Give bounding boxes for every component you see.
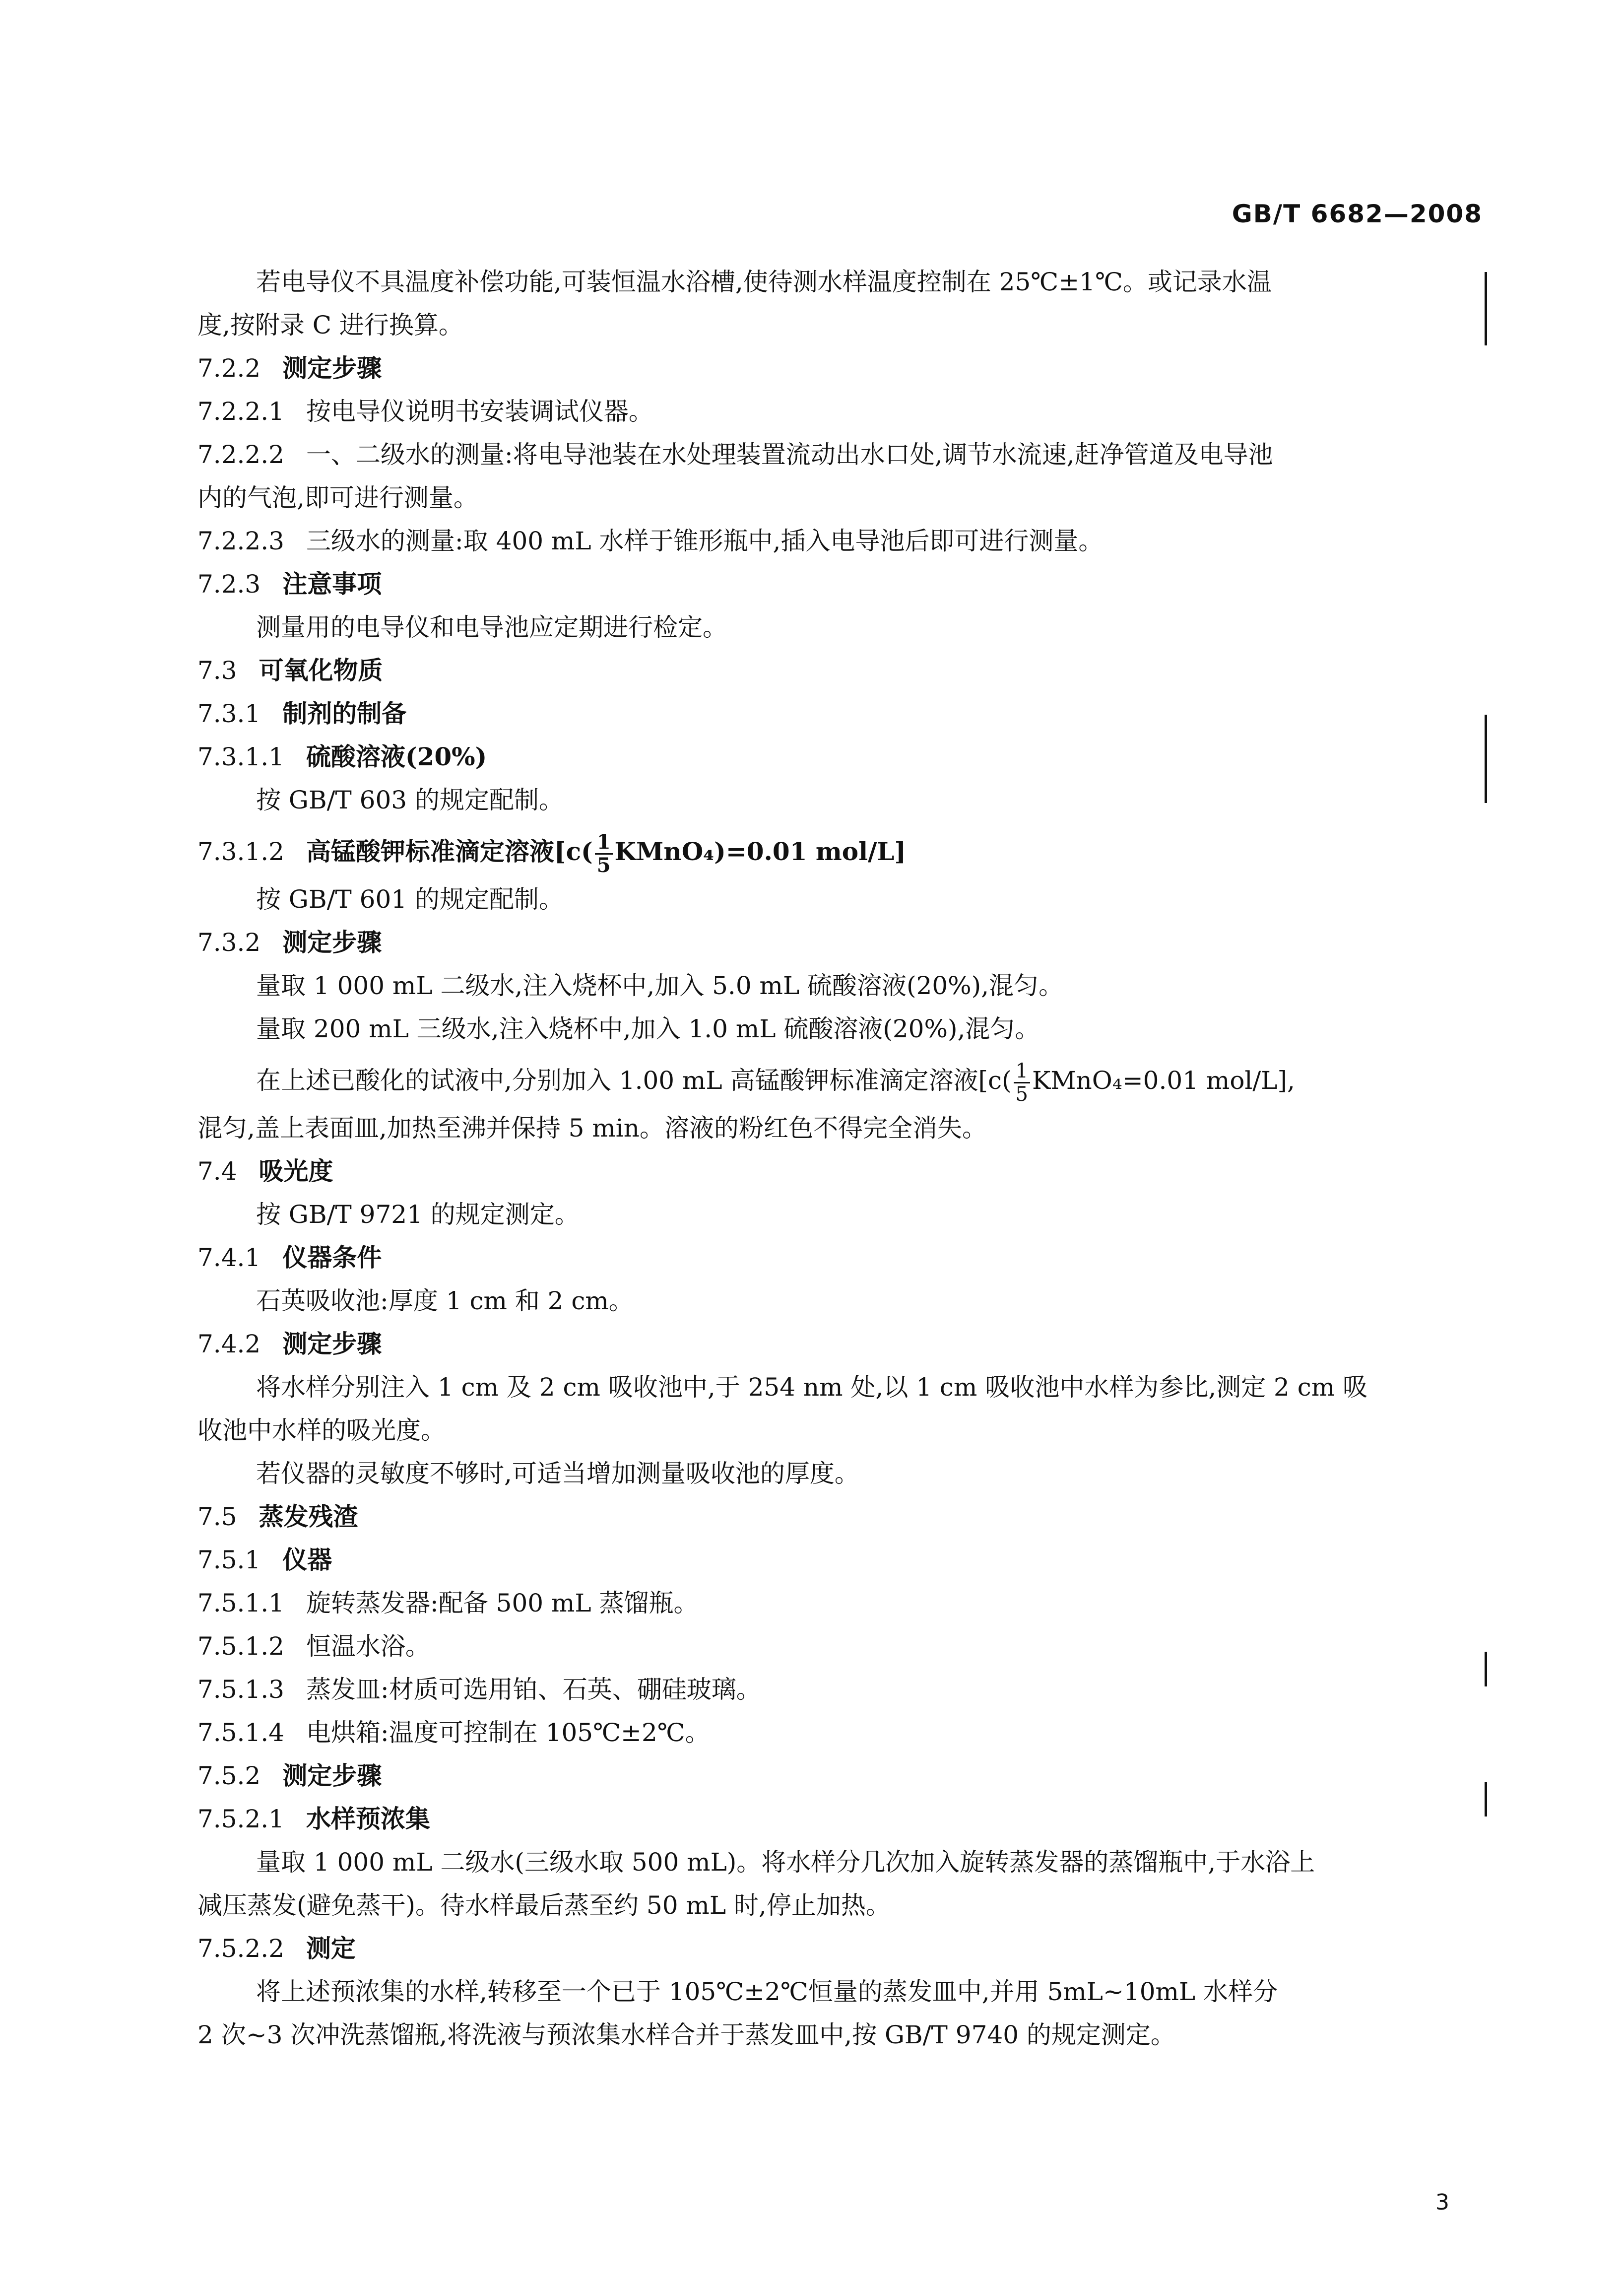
section-title: 测定步骤 (282, 928, 382, 957)
section-title: 硫酸溶液(20%) (306, 742, 487, 771)
paragraph-line: 在上述已酸化的试液中,分别加入 1.00 mL 高锰酸钾标准滴定溶液[c( $\frac{1}{5}$ KMnO₄=0.01 mol/L], (256, 1059, 1295, 1106)
section-number: 7.4 (197, 1157, 237, 1186)
clause-number: 7.5.1.1 (197, 1589, 284, 1617)
clause-line: 7.5.1.2 恒温水浴。 (197, 1627, 1468, 1671)
clause-line: 7.5.1.3 蒸发皿:材质可选用铂、石英、硼硅玻璃。 (197, 1671, 1468, 1714)
paragraph-line: 将上述预浓集的水样,转移至一个已于 105℃±2℃恒量的蒸发皿中,并用 5mL~10mL 水样分 (256, 1977, 1278, 2006)
paragraph-line: 收池中水样的吸光度。 (197, 1416, 446, 1445)
section-number: 7.2.2 (197, 354, 261, 383)
paragraph-line: 度,按附录 C 进行换算。 (197, 311, 463, 339)
section-title: 测定 (306, 1934, 356, 1963)
change-bar (1485, 272, 1487, 345)
clause-number: 7.2.2.2 (197, 440, 284, 469)
paragraph-line: 混匀,盖上表面皿,加热至沸并保持 5 min。溶液的粉红色不得完全消失。 (197, 1114, 987, 1143)
section-heading (197, 1498, 1468, 1541)
fraction: $\frac{1}{5}$ (595, 831, 613, 876)
section-heading (197, 565, 1468, 608)
page-number: 3 (1435, 2190, 1449, 2215)
section-heading (197, 1930, 1468, 1973)
clause-line: 7.2.2.3 三级水的测量:取 400 mL 水样于锥形瓶中,插入电导池后即可进行测量。 (197, 522, 1468, 565)
section-heading (197, 1325, 1468, 1368)
section-title: 水样预浓集 (306, 1804, 430, 1833)
paragraph-line: 2 次~3 次冲洗蒸馏瓶,将洗液与预浓集水样合并于蒸发皿中,按 GB/T 9740 的规定测定。 (197, 2020, 1175, 2049)
section-heading (197, 738, 1468, 781)
section-title: 制剂的制备 (282, 699, 407, 728)
section-title: 可氧化物质 (259, 656, 383, 685)
section-number: 7.3.1 (197, 699, 261, 728)
section-heading (197, 924, 1468, 967)
paragraph-line: 内的气泡,即可进行测量。 (197, 483, 478, 512)
section-number: 7.3.2 (197, 928, 261, 957)
change-bar (1485, 1652, 1487, 1686)
section-title: 吸光度 (259, 1156, 333, 1186)
section-heading (197, 652, 1468, 695)
section-heading (197, 1800, 1468, 1843)
paragraph-line: 量取 1 000 mL 二级水,注入烧杯中,加入 5.0 mL 硫酸溶液(20%),混匀。 (256, 971, 1064, 1000)
section-number: 7.5 (197, 1502, 237, 1531)
section-heading (197, 1152, 1468, 1196)
section-heading (197, 1757, 1468, 1800)
standard-number: GB/T 6682—2008 (1232, 200, 1483, 228)
change-bar (1485, 715, 1487, 803)
clause-number: 7.5.1.2 (197, 1632, 284, 1661)
paragraph-line: 量取 200 mL 三级水,注入烧杯中,加入 1.0 mL 硫酸溶液(20%),混匀。 (256, 1014, 1040, 1043)
section-heading (197, 695, 1468, 738)
section-number: 7.4.2 (197, 1330, 261, 1358)
paragraph-line: 按 GB/T 9721 的规定测定。 (256, 1200, 580, 1229)
change-bar (1485, 1782, 1487, 1816)
section-number: 7.3.1.2 (197, 837, 284, 866)
section-number: 7.5.1 (197, 1546, 261, 1574)
section-heading (197, 349, 1468, 393)
clause-line: 7.5.1.1 旋转蒸发器:配备 500 mL 蒸馏瓶。 (197, 1584, 1468, 1627)
section-number: 7.2.3 (197, 570, 261, 599)
clause-line: 7.5.1.4 电烘箱:温度可控制在 105℃±2℃。 (197, 1714, 1468, 1757)
fraction: $\frac{1}{5}$ (1014, 1060, 1030, 1105)
section-title: 注意事项 (282, 569, 382, 599)
section-title: 蒸发残渣 (259, 1502, 358, 1531)
section-number: 7.3 (197, 656, 237, 685)
clause-number: 7.2.2.3 (197, 527, 284, 555)
paragraph-line: 测量用的电导仪和电导池应定期进行检定。 (256, 613, 727, 642)
section-number: 7.4.1 (197, 1243, 261, 1272)
section-title: 测定步骤 (282, 1329, 382, 1358)
paragraph-line: 量取 1 000 mL 二级水(三级水取 500 mL)。将水样分几次加入旋转蒸发器的蒸馏瓶中,于水浴上 (256, 1848, 1315, 1877)
section-heading (197, 1541, 1468, 1584)
paragraph-line: 将水样分别注入 1 cm 及 2 cm 吸收池中,于 254 nm 处,以 1 cm 吸收池中水样为参比,测定 2 cm 吸 (256, 1373, 1368, 1402)
section-title: 测定步骤 (282, 353, 382, 383)
section-number: 7.5.2 (197, 1761, 261, 1790)
clause-line: 7.2.2.1 按电导仪说明书安装调试仪器。 (197, 393, 1468, 436)
section-number: 7.5.2.1 (197, 1805, 284, 1833)
paragraph-line: 若电导仪不具温度补偿功能,可装恒温水浴槽,使待测水样温度控制在 25℃±1℃。或记录水温 (256, 268, 1272, 296)
document-body (197, 263, 1468, 2059)
clause-line: 7.2.2.2 一、二级水的测量:将电导池装在水处理装置流动出水口处,调节水流速,赶净管道及电导池 (197, 436, 1468, 479)
paragraph-line: 减压蒸发(避免蒸干)。待水样最后蒸至约 50 mL 时,停止加热。 (197, 1891, 891, 1920)
section-title: 测定步骤 (282, 1761, 382, 1790)
clause-number: 7.5.1.4 (197, 1718, 284, 1747)
section-title: 仪器条件 (282, 1243, 382, 1272)
paragraph-line: 按 GB/T 603 的规定配制。 (256, 786, 564, 814)
section-number: 7.3.1.1 (197, 742, 284, 771)
section-heading: 7.3.1.2 高锰酸钾标准滴定溶液[c( $\frac{1}{5}$ KMnO₄)=0.01 mol/L] (197, 824, 1468, 880)
clause-number: 7.5.1.3 (197, 1675, 284, 1704)
section-number: 7.5.2.2 (197, 1934, 284, 1963)
paragraph-line: 石英吸收池:厚度 1 cm 和 2 cm。 (256, 1286, 634, 1315)
section-heading (197, 1239, 1468, 1282)
paragraph-line: 按 GB/T 601 的规定配制。 (256, 885, 564, 914)
paragraph-line: 若仪器的灵敏度不够时,可适当增加测量吸收池的厚度。 (256, 1459, 859, 1488)
section-title: 仪器 (282, 1545, 332, 1574)
clause-number: 7.2.2.1 (197, 397, 284, 426)
